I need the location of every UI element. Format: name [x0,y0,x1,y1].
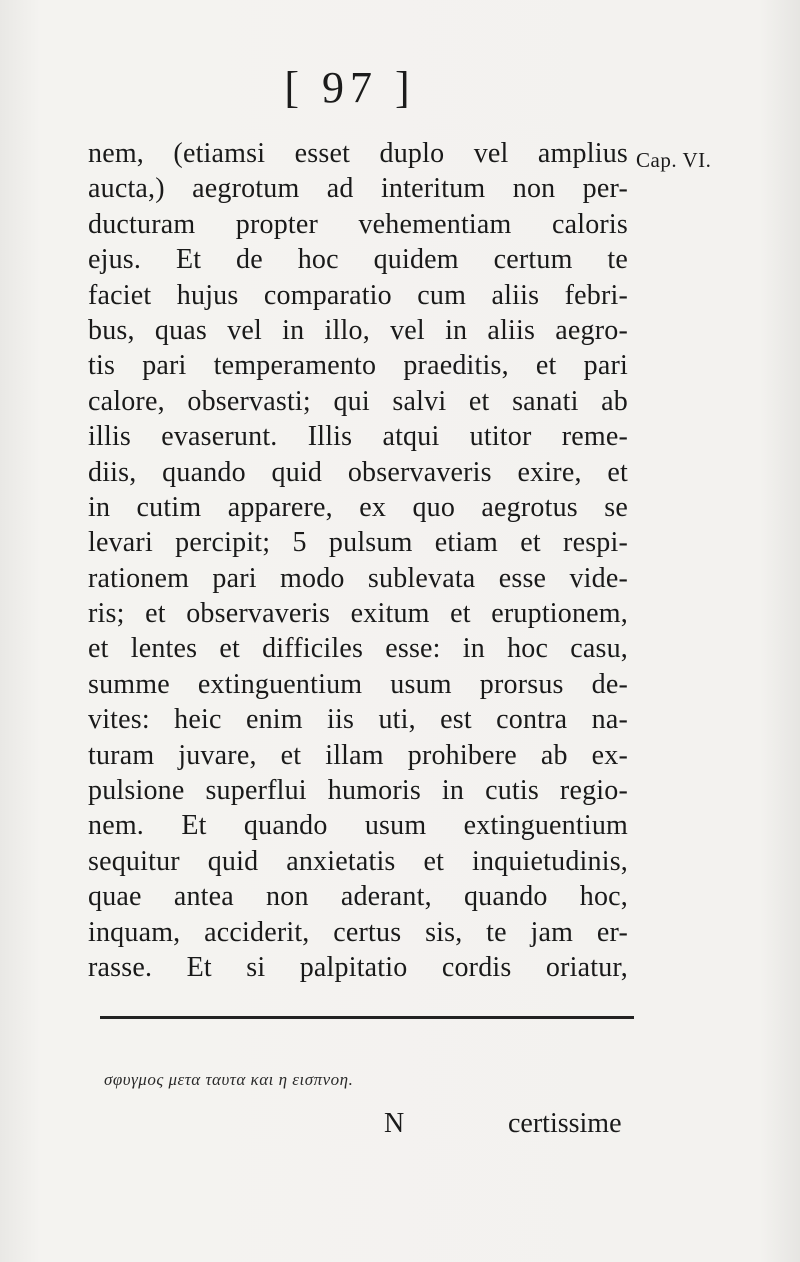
text-line-4: ejus. Et de hoc quidem certum te [88,244,628,276]
text-line-17: vites: heic enim iis uti, est contra na- [88,704,628,736]
text-line-22: quae antea non aderant, quando hoc, [88,881,628,913]
text-line-8: calore, observasti; qui salvi et sanati ab [88,385,628,417]
text-line-18: turam juvare, et illam prohibere ab ex- [88,739,628,771]
text-line-2: aucta,) aegrotum ad interitum non per- [88,173,628,205]
footnote: σφυγμος μετα ταυτα και η εισπνοη. [104,1070,354,1089]
text-line-13: rationem pari modo sublevata esse vide- [88,562,628,594]
text-line-10: diis, quando quid observaveris exire, et [88,456,628,488]
text-line-9: illis evaserunt. Illis atqui utitor reme- [88,421,628,453]
catchword: certissime [508,1108,622,1139]
text-line-12: levari percipit; 5 pulsum etiam et respi- [88,527,628,559]
text-line-14: ris; et observaveris exitum et eruptionem, [88,598,628,630]
page-number: [ 97 ] [284,63,416,112]
text-line-24: rasse. Et si palpitatio cordis oriatur, [88,951,628,983]
text-line-11: in cutim apparere, ex quo aegrotus se [88,491,628,523]
text-line-16: summe extinguentium usum prorsus de- [88,668,628,700]
text-line-23: inquam, acciderit, certus sis, te jam er- [88,916,628,948]
chapter-side-note: Cap. VI. [636,148,712,172]
text-line-20: nem. Et quando usum extinguentium [88,810,628,842]
text-line-19: pulsione superflui humoris in cutis regio- [88,775,628,807]
text-line-5: faciet hujus comparatio cum aliis febri- [88,279,628,311]
text-line-21: sequitur quid anxietatis et inquietudinis, [88,845,628,877]
text-line-7: tis pari temperamento praeditis, et pari [88,350,628,382]
text-line-6: bus, quas vel in illo, vel in aliis aegro- [88,314,628,346]
text-line-1: nem, (etiamsi esset duplo vel amplius [88,138,628,169]
footnote-rule [100,1016,634,1019]
text-line-15: et lentes et difficiles esse: in hoc casu, [88,633,628,665]
body-text [88,136,628,985]
signature-mark: N [384,1108,405,1139]
text-line-3: ducturam propter vehementiam caloris [88,208,628,240]
